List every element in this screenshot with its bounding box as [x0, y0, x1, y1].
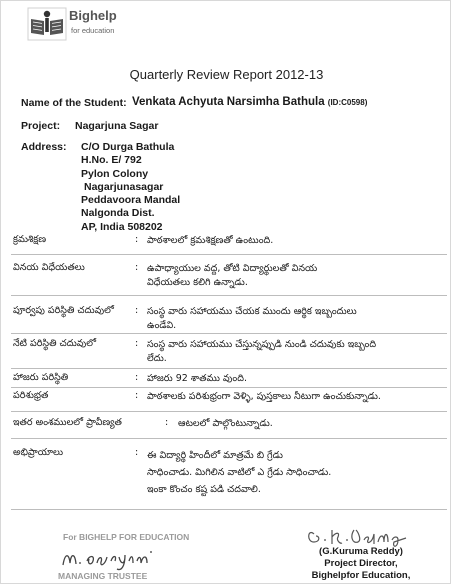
review-colon: : — [135, 447, 139, 458]
signature-right-name: (G.Kuruma Reddy) — [319, 546, 403, 557]
review-line: పాఠశాలకు పరిశుభ్రంగా వెళ్ళి, పుస్తకాలు నీటుగా ఉంచుకున్నాడు. — [147, 391, 381, 402]
address-line: C/O Durga Bathula — [81, 141, 175, 153]
review-line: ఉండేవి. — [147, 320, 177, 331]
student-name — [132, 96, 367, 108]
divider — [11, 333, 447, 334]
review-label: ఇతర అంశములలో ప్రావీణ్యత — [13, 417, 122, 428]
review-value — [147, 338, 447, 366]
address-line: Peddavoora Mandal — [81, 194, 181, 207]
student-name-value: Venkata Achyuta Narsimha Bathula — [132, 96, 325, 108]
bighelp-logo-icon — [27, 7, 67, 41]
review-value — [147, 372, 447, 386]
review-line: ఉపాధ్యాయుల వద్ద, తోటి విద్యార్థులతో వినయ — [147, 263, 318, 274]
project-label: Project: — [21, 120, 61, 132]
review-label: పరిశుభ్రత — [13, 390, 49, 401]
review-label: హాజరు పరిస్థితి — [13, 372, 69, 383]
address-line: Pylon Colony — [81, 167, 149, 180]
divider — [11, 411, 447, 412]
review-label: క్రమశిక్షణ — [13, 234, 47, 245]
address-line: Nagarjunasagar — [84, 180, 164, 193]
review-line: సంస్థ వారు సహాయము చేయక ముందు ఆర్థిక ఇబ్బందులు — [147, 306, 357, 317]
review-value — [178, 417, 451, 431]
review-value — [147, 262, 447, 290]
address-line: AP, India 508202 — [81, 220, 163, 233]
review-line: సాధించాడు. మిగిలిన వాటిలో ఎ గ్రేడు సాధించాడు. — [147, 467, 332, 478]
managing-trustee-signature-icon — [59, 545, 159, 571]
signature-right-org: Bighelpfor Education, — [311, 570, 411, 581]
review-line: హాజరు 92 శాతము వుంది. — [147, 373, 247, 384]
review-label: పూర్వపు పరిస్థితి చదువులో — [13, 305, 114, 316]
address-line: Nalgonda Dist. — [81, 207, 155, 220]
project-director-signature-icon — [306, 526, 416, 548]
student-id: (ID:C0598) — [327, 98, 368, 107]
signature-right-title: Project Director, — [324, 558, 398, 569]
review-line: సంస్థ వారు సహాయము చేస్తున్నప్పుడి నుండి చదువుకు ఇబ్బంది — [147, 339, 377, 350]
divider — [11, 387, 447, 388]
student-name-label: Name of the Student: — [21, 97, 127, 109]
review-value — [147, 390, 447, 404]
review-line: ఈ విద్యార్థి హిందీలో మాత్రమే బి గ్రేడు — [147, 450, 283, 461]
review-value — [147, 305, 447, 333]
review-colon: : — [135, 262, 139, 273]
review-line: విధేయతలు కలిగి ఉన్నాడు. — [147, 277, 248, 288]
review-colon: : — [135, 372, 139, 383]
address-block — [81, 141, 180, 234]
report-title: Quarterly Review Report 2012-13 — [129, 67, 324, 82]
review-line: లేదు. — [147, 353, 167, 364]
review-colon: : — [135, 305, 139, 316]
brand-name: Bighelp — [69, 8, 117, 23]
project-value: Nagarjuna Sagar — [75, 120, 159, 132]
review-colon: : — [165, 417, 169, 428]
divider — [11, 438, 447, 439]
review-label: వినయ విధేయతలు — [13, 262, 85, 273]
signature-left-heading: For BIGHELP FOR EDUCATION — [63, 532, 190, 542]
signature-right-block — [291, 546, 431, 582]
review-label: అభిప్రాయాలు — [13, 447, 64, 458]
review-line: ఆటలలో పాల్గొంటున్నాడు. — [178, 418, 273, 429]
address-line: H.No. E/ 792 — [81, 154, 142, 167]
review-label: నేటి పరిస్థితి చదువులో — [13, 338, 96, 349]
signature-left-title: MANAGING TRUSTEE — [58, 571, 148, 581]
review-line: పాఠశాలలో క్రమశిక్షణతో ఉంటుంది. — [147, 235, 274, 246]
divider — [11, 368, 447, 369]
review-value — [147, 234, 447, 248]
review-colon: : — [135, 234, 139, 245]
divider — [11, 509, 447, 510]
review-line: ఇంకా కొంచం కష్ట పడి చదవాలి. — [147, 484, 261, 495]
review-colon: : — [135, 338, 139, 349]
review-value — [147, 447, 447, 498]
brand-tagline: for education — [71, 26, 115, 35]
review-colon: : — [135, 390, 139, 401]
divider — [11, 295, 447, 296]
divider — [11, 254, 447, 255]
address-label: Address: — [21, 141, 67, 153]
